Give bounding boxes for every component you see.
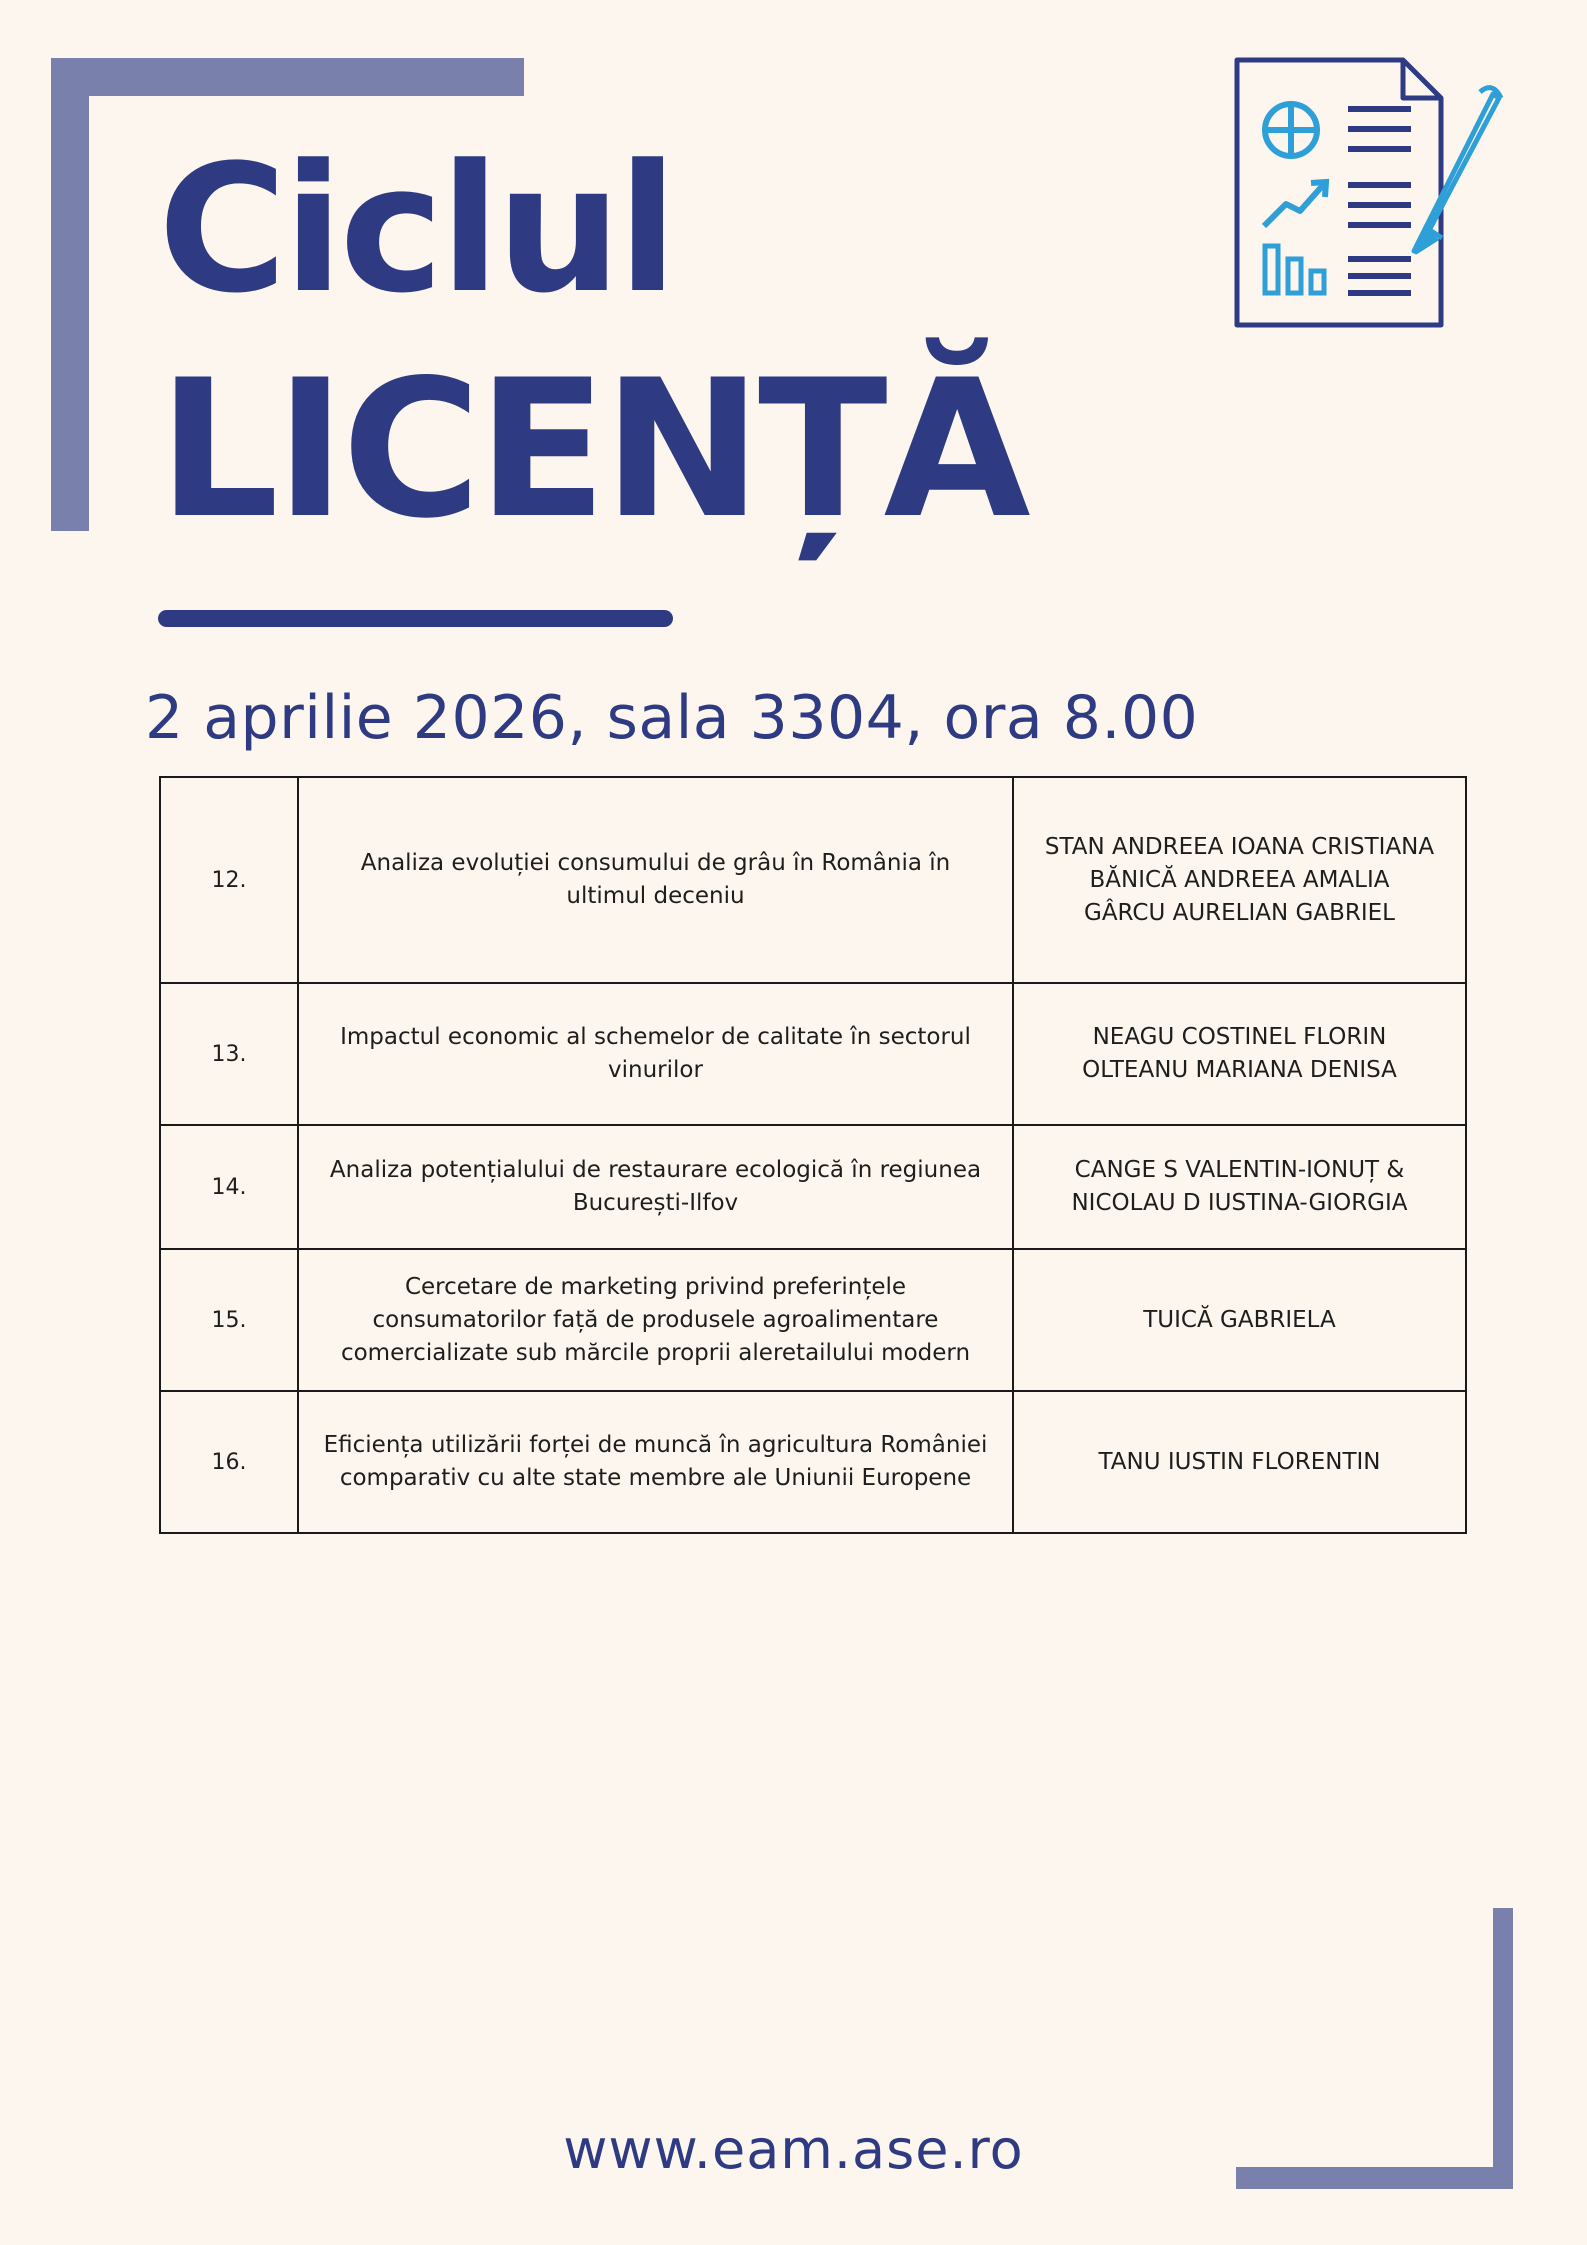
- title-underline: [158, 610, 673, 627]
- student-name: CANGE S VALENTIN-IONUȚ & NICOLAU D IUSTINA-GIORGIA: [1071, 1157, 1408, 1216]
- students-cell: [1013, 777, 1466, 983]
- table-row: [160, 1391, 1466, 1533]
- student-name: TANU IUSTIN FLORENTIN: [1098, 1448, 1381, 1475]
- page-title-line1: Ciclul: [158, 127, 674, 332]
- page-title-line2: LICENȚĂ: [158, 339, 1027, 560]
- website-link[interactable]: www.eam.ase.ro: [563, 2118, 1024, 2181]
- thesis-title: Analiza evoluției consumului de grâu în România în ultimul deceniu: [298, 777, 1013, 983]
- student-name: GÂRCU AURELIAN GABRIEL: [1084, 899, 1395, 926]
- student-name: STAN ANDREEA IOANA CRISTIANA: [1044, 833, 1435, 860]
- row-number: 13.: [160, 983, 298, 1125]
- thesis-title: Analiza potențialului de restaurare ecologică în regiunea București-Ilfov: [298, 1125, 1013, 1249]
- student-name: OLTEANU MARIANA DENISA: [1082, 1057, 1397, 1083]
- student-name: TUICĂ GABRIELA: [1143, 1306, 1336, 1333]
- thesis-title: Eficiența utilizării forței de muncă în agricultura României comparativ cu alte state membre ale Uniunii Europene: [298, 1391, 1013, 1533]
- thesis-schedule-table: [159, 776, 1467, 1534]
- thesis-title: Cercetare de marketing privind preferințele consumatorilor față de produsele agroalimentare comercializate sub mărcile proprii aleretailului modern: [298, 1249, 1013, 1391]
- students-cell: [1013, 1249, 1466, 1391]
- frame-corner-top-left: [51, 58, 524, 96]
- frame-corner-top-left-vertical: [51, 58, 89, 531]
- table-row: [160, 777, 1466, 983]
- students-cell: [1013, 1125, 1466, 1249]
- student-name: NEAGU COSTINEL FLORIN: [1092, 1024, 1387, 1050]
- table-row: [160, 1249, 1466, 1391]
- thesis-title: Impactul economic al schemelor de calitate în sectorul vinurilor: [298, 983, 1013, 1125]
- row-number: 16.: [160, 1391, 298, 1533]
- students-cell: [1013, 1391, 1466, 1533]
- student-name: BĂNICĂ ANDREEA AMALIA: [1089, 866, 1390, 893]
- row-number: 15.: [160, 1249, 298, 1391]
- students-cell: [1013, 983, 1466, 1125]
- event-details: 2 aprilie 2026, sala 3304, ora 8.00: [145, 683, 1199, 753]
- table-row: [160, 1125, 1466, 1249]
- row-number: 12.: [160, 777, 298, 983]
- report-document-icon: [1228, 52, 1508, 337]
- row-number: 14.: [160, 1125, 298, 1249]
- table-row: [160, 983, 1466, 1125]
